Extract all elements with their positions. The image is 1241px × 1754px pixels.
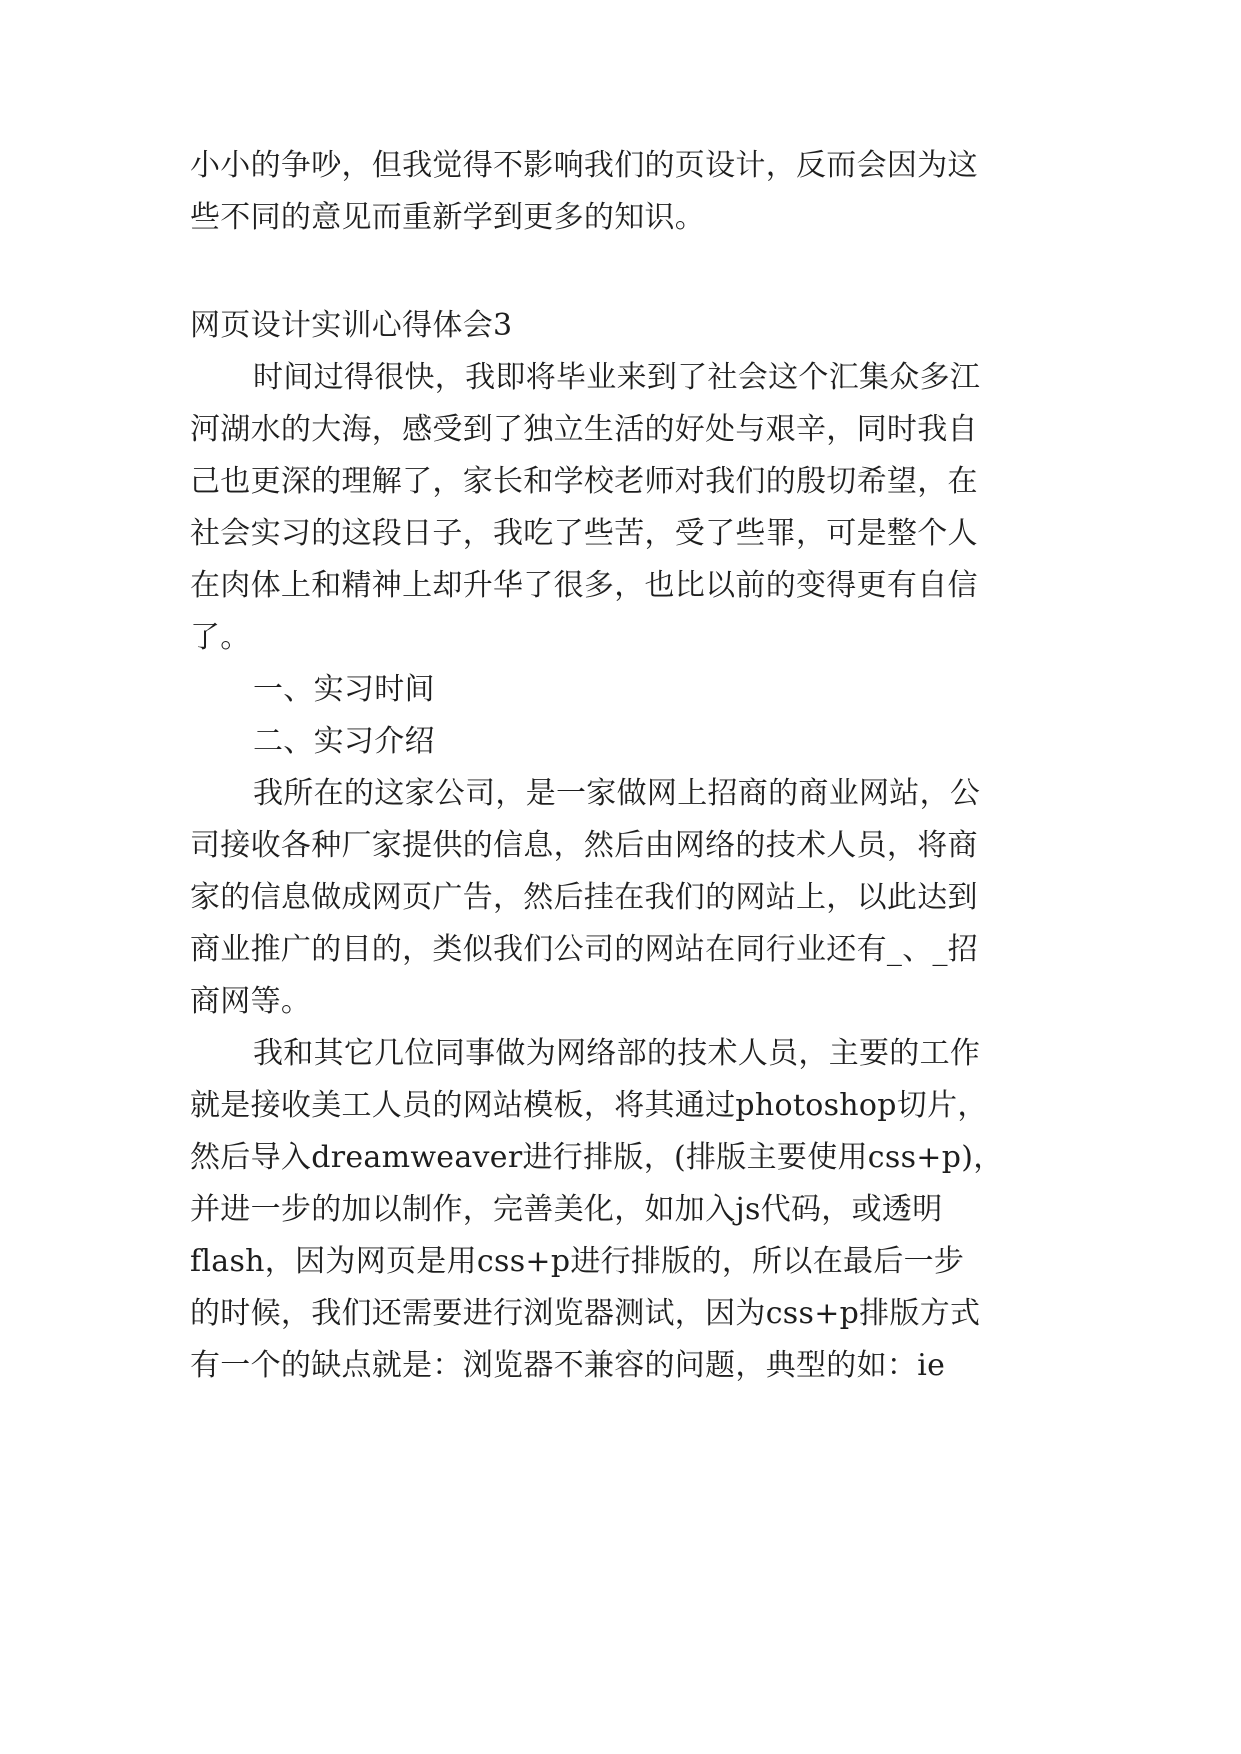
body-text-line: 家的信息做成网页广告，然后挂在我们的网站上，以此达到 <box>190 880 978 915</box>
body-text-line: 了。 <box>190 620 251 655</box>
body-text-line: flash，因为网页是用css+p进行排版的，所以在最后一步 <box>190 1244 965 1279</box>
section-title: 网页设计实训心得体会3 <box>190 308 513 343</box>
body-text-line: 小小的争吵，但我觉得不影响我们的页设计，反而会因为这 <box>190 148 978 183</box>
body-text-line: 河湖水的大海，感受到了独立生活的好处与艰辛，同时我自 <box>190 412 978 447</box>
body-text-line: 商网等。 <box>190 984 312 1019</box>
body-text-line: 时间过得很快，我即将毕业来到了社会这个汇集众多江 <box>253 360 981 395</box>
body-text-line: 己也更深的理解了，家长和学校老师对我们的殷切希望，在 <box>190 464 978 499</box>
body-text-line: 我和其它几位同事做为网络部的技术人员，主要的工作 <box>253 1036 981 1071</box>
body-text-line: 社会实习的这段日子，我吃了些苦，受了些罪，可是整个人 <box>190 516 978 551</box>
body-text-line: 商业推广的目的，类似我们公司的网站在同行业还有_、_招 <box>190 932 979 967</box>
body-text-line: 我所在的这家公司，是一家做网上招商的商业网站，公 <box>253 776 981 811</box>
body-text-line: 并进一步的加以制作，完善美化，如加入js代码，或透明 <box>190 1192 943 1227</box>
body-text-line: 些不同的意见而重新学到更多的知识。 <box>190 200 706 235</box>
body-text-line: 司接收各种厂家提供的信息，然后由网络的技术人员，将商 <box>190 828 978 863</box>
heading-internship-time: 一、实习时间 <box>253 672 435 707</box>
body-text-line: 有一个的缺点就是：浏览器不兼容的问题，典型的如：ie <box>190 1348 946 1383</box>
body-text-line: 的时候，我们还需要进行浏览器测试，因为css+p排版方式 <box>190 1296 981 1331</box>
body-text-line: 就是接收美工人员的网站模板，将其通过photoshop切片， <box>190 1088 988 1123</box>
heading-internship-intro: 二、实习介绍 <box>253 724 435 759</box>
body-text-line: 在肉体上和精神上却升华了很多，也比以前的变得更有自信 <box>190 568 978 603</box>
body-text-line: 然后导入dreamweaver进行排版，(排版主要使用css+p)， <box>190 1140 1004 1175</box>
